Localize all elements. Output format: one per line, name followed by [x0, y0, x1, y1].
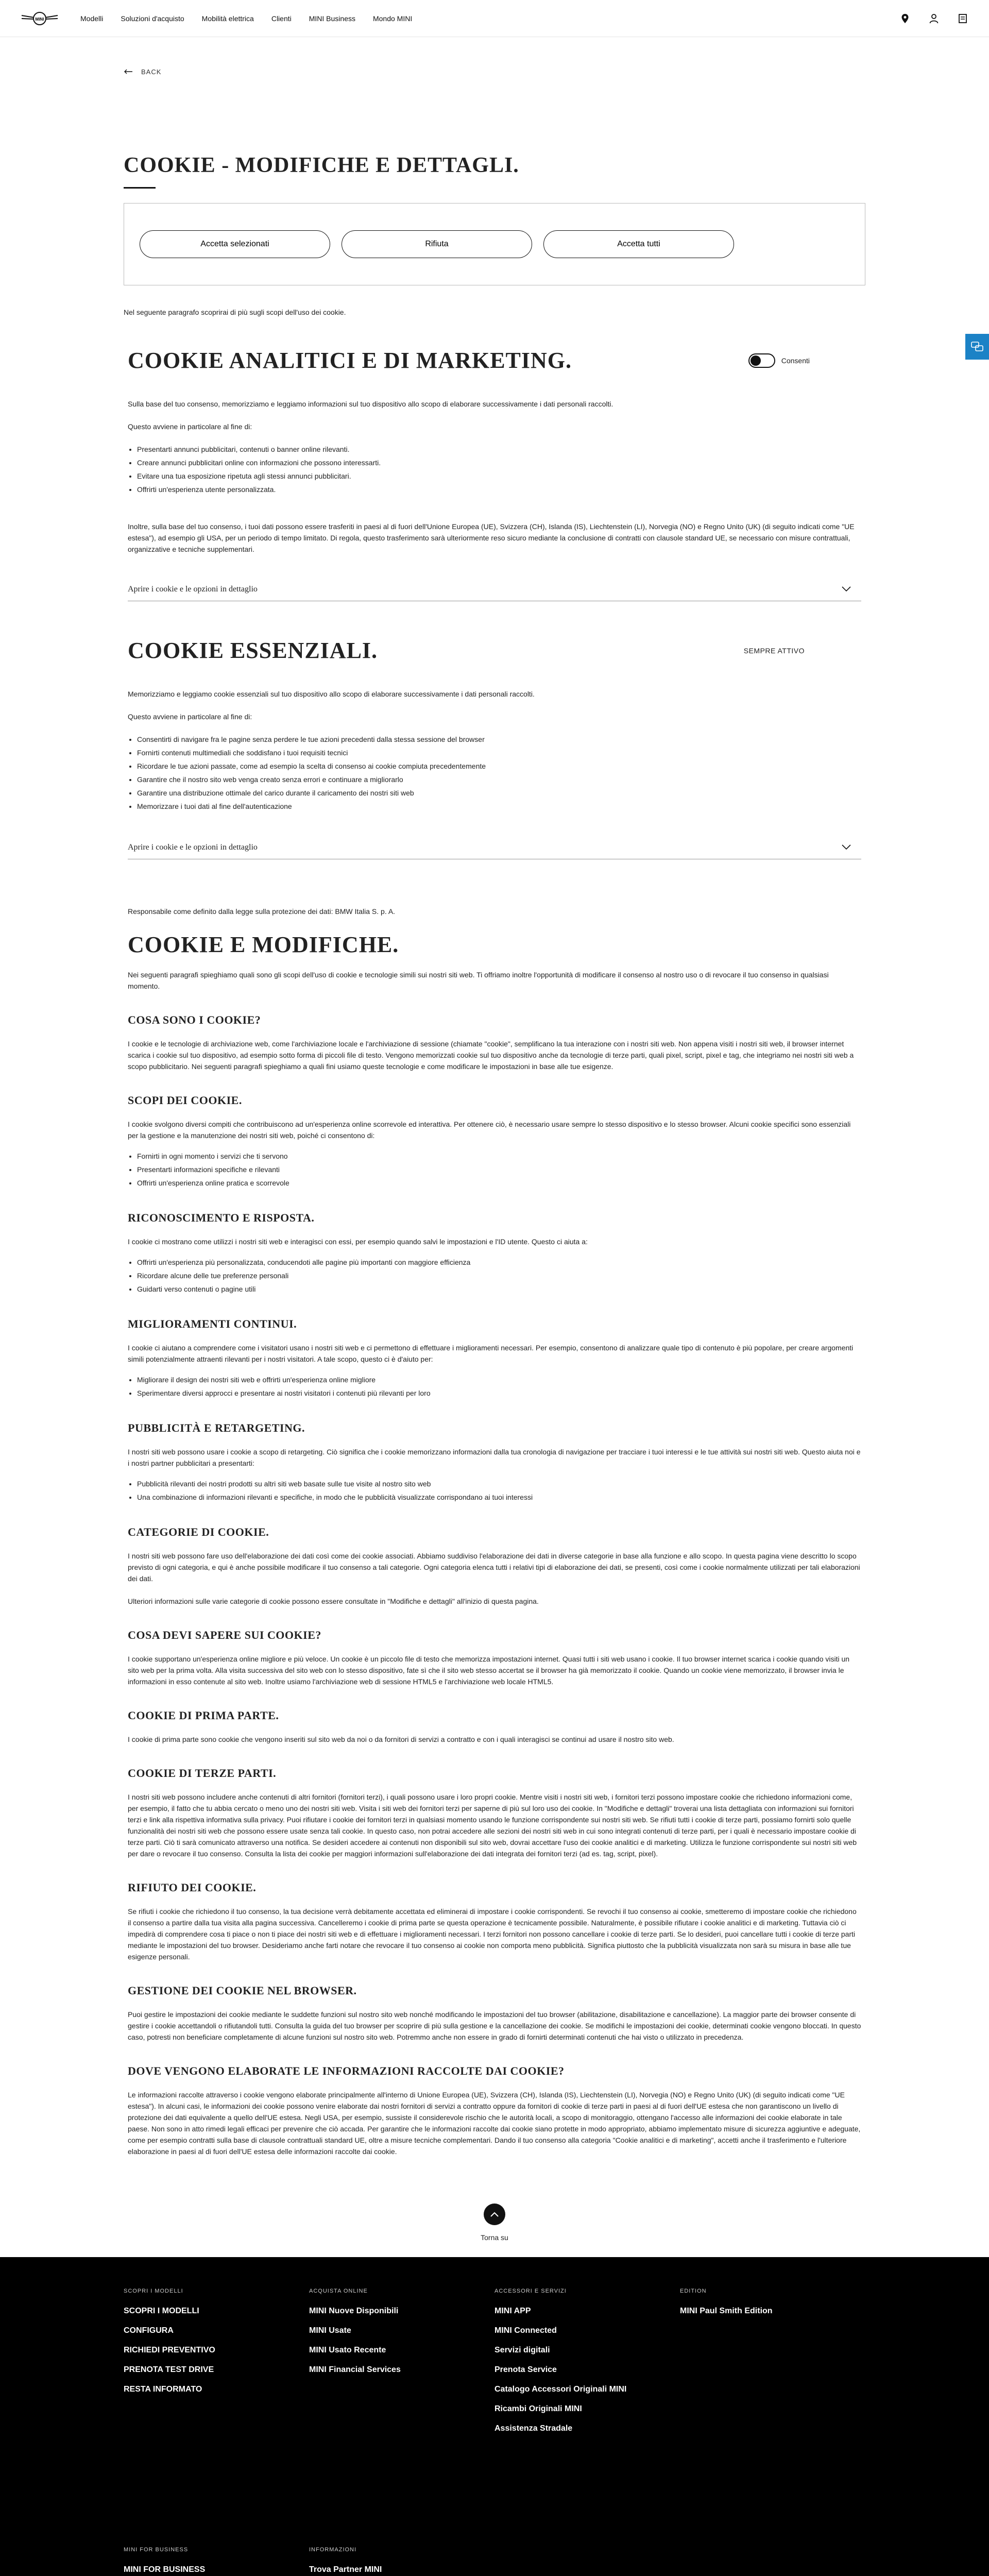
nav-link-soluzioni[interactable]: Soluzioni d'acquisto — [121, 14, 184, 23]
recognition-heading: RICONOSCIMENTO E RISPOSTA. — [128, 1211, 315, 1224]
arrow-left-icon — [124, 68, 133, 76]
responsible-text: Responsabile come definito dalla legge sulla protezione dei dati: BMW Italia S. p. A. — [128, 907, 396, 916]
browser-management-heading: GESTIONE DEI COOKIE NEL BROWSER. — [128, 1984, 357, 1997]
chevron-down-icon — [842, 585, 851, 594]
cookie-purposes-text: I cookie svolgono diversi compiti che contribuiscono ad un'esperienza online scorrevole ed interattiva. Per ottenere ciò, è necessario usare sempre lo stesso dispositivo e lo stesso browser. Alcuni cookie specifici sono essenziali per la gestione e la manutenzione dei nostri siti web, poiché ci consentono di: — [128, 1120, 851, 1140]
cookie-purposes-heading: SCOPI DEI COOKIE. — [128, 1094, 242, 1107]
list-item: • Ricordare le tue azioni passate, come ad esempio la scelta di consenso ai cookie compiuta precedentemente — [137, 759, 861, 773]
footer-heading: ACCESSORI E SERVIZI — [494, 2288, 567, 2294]
footer-link[interactable]: MINI Paul Smith Edition — [680, 2307, 773, 2315]
footer-columns-secondary — [124, 2547, 865, 2576]
footer-link[interactable]: MINI Nuove Disponibili — [309, 2307, 399, 2315]
improvements-heading: MIGLIORAMENTI CONTINUI. — [128, 1317, 297, 1330]
footer-column-info — [309, 2547, 494, 2576]
always-active-label: SEMPRE ATTIVO — [743, 646, 805, 655]
browser-management-text: Puoi gestire le impostazioni dei cookie mediante le suddette funzioni sul nostro sito web nonché modificando le impostazioni del tuo browser (abilitazione, disabilitazione e cancellazione). La maggior parte dei browser consente di gestire i cookie accettandoli o rifiutandoli tutti. Consulta la guida del tuo browser per scoprire di più sulla gestione e la cancellazione dei cookie. Se modifichi le impostazioni dei cookie, determinati cookie vengono bloccati. In questo caso, potresti non beneficiare completamente di alcune funzioni sul nostro sito web. Potremmo anche non essere in grado di fornirti determinati contenuti che hai visto o utilizzato in precedenza. — [128, 2010, 861, 2041]
list-item: • Migliorare il design dei nostri siti web e offrirti un'esperienza online migliore — [137, 1373, 861, 1386]
footer-column-business — [124, 2547, 309, 2576]
nav-link-modelli[interactable]: Modelli — [80, 14, 104, 23]
footer-heading: ACQUISTA ONLINE — [309, 2288, 368, 2294]
essential-title: COOKIE ESSENZIALI. — [128, 638, 378, 663]
essential-bullets — [128, 733, 861, 813]
first-party-text: I cookie di prima parte sono cookie che vengono inseriti sul sito web da noi o da fornitori di servizi a contratto e con i quali interagisci se continui ad usare il nostro sito web. — [128, 1735, 674, 1743]
footer-link[interactable]: Catalogo Accessori Originali MINI — [494, 2385, 627, 2394]
footer-link[interactable]: SCOPRI I MODELLI — [124, 2307, 199, 2315]
footer-column-buy-online — [309, 2288, 494, 2438]
list-item: • Presentarti annunci pubblicitari, contenuti o banner online rilevanti. — [137, 443, 861, 456]
accept-selected-button[interactable]: Accetta selezionati — [140, 230, 330, 258]
reject-button[interactable]: Rifiuta — [342, 230, 532, 258]
footer-link[interactable]: MINI Usate — [309, 2326, 351, 2335]
improvements-list — [128, 1373, 861, 1400]
refusal-heading: RIFIUTO DEI COOKIE. — [128, 1881, 257, 1894]
what-are-cookies-heading: COSA SONO I COOKIE? — [128, 1013, 261, 1026]
nav-link-mobilita[interactable]: Mobilità elettrica — [201, 14, 254, 23]
processing-location-text: Le informazioni raccolte attraverso i cookie vengono elaborate principalmente all'interno di Unione Europea (UE), Svizzera (CH), Islanda (IS), Liechtenstein (LI), Norvegia (NO) e Regno Unito (UK) (di seguito indicati come "UE estesa"). In alcuni casi, le informazioni dei cookie possono venire elaborate dai nostri fornitori di servizi a contratto oppure da fornitori di cookie di terze parti in paesi al di fuori dell'UE estesa che non garantiscono un livello di protezione dei dati equivalente a quello dell'UE estesa. Negli USA, per esempio, sussiste il considerevole rischio che le autorità locali, a scopo di monitoraggio, ottengano l'accesso alle informazioni dei cookie elaborate in tale paese. Non sono in atto rimedi legali efficaci per prevenire che ciò accada. Per garantire che le informazioni raccolte dai cookie siano protette in modo appropriato, abbiamo implementato misure di sicurezza aggiuntive e adeguate, come per esempio contratti sulla base di clausole contrattuali standard UE, oltre a misure tecniche complementari. Dando il tuo consenso alla categoria "Cookie analitici e di marketing", accetti anche il trasferimento e l'ulteriore elaborazione in paesi al di fuori dell'UE estesa delle informazioni raccolte dai cookie. — [128, 2091, 861, 2156]
list-item: • Offrirti un'esperienza utente personalizzata. — [137, 483, 861, 496]
third-party-heading: COOKIE DI TERZE PARTI. — [128, 1767, 277, 1780]
need-to-know-heading: COSA DEVI SAPERE SUI COOKIE? — [128, 1629, 321, 1641]
top-navigation — [0, 0, 989, 37]
list-item: • Sperimentare diversi approcci e presentare ai nostri visitatori i contenuti più rilevanti per loro — [137, 1386, 861, 1400]
cookie-details-section — [128, 906, 861, 2157]
footer-link[interactable]: MINI FOR BUSINESS — [124, 2565, 206, 2574]
svg-text:MINI: MINI — [35, 16, 44, 22]
intro-text: Nel seguente paragrafo scoprirai di più sugli scopi dell'uso dei cookie. — [124, 308, 346, 316]
back-link[interactable] — [124, 68, 865, 76]
footer-heading: EDITION — [680, 2288, 707, 2294]
need-to-know-text: I cookie supportano un'esperienza online migliore e più veloce. Un cookie è un piccolo file di testo che memorizza impostazioni internet. Quasi tutti i siti web usano i cookie. Il tuo browser internet scarica i cookie quando visiti un sito web per la prima volta. Alla visita successiva del sito web con lo stesso dispositivo, fate sì che il sito web stesso accertat se il browser ha già memorizzato il cookie. Quando un cookie viene memorizzato, il browser invia le informazioni in esso contenute al sito web. Inoltre usiamo l'archiviazione web di sessione HTML5 e l'archiviazione web locale HTML5. — [128, 1655, 850, 1686]
list-item: • Guidarti verso contenuti o pagine utili — [137, 1282, 861, 1296]
list-item: • Offrirti un'esperienza più personalizzata, conducendoti alle pagine più importanti con maggiore efficienza — [137, 1256, 861, 1269]
categories-text: I nostri siti web possono fare uso dell'elaborazione dei dati così come dei cookie associati. Abbiamo suddiviso l'elaborazione dei dati in diverse categorie in base alla funzione e allo scopo. In questa pagina viene descritto lo scopo previsto di ogni categoria, e qui è anche possibile modificare il tuo consenso a tali categorie. Ogni categoria elenca tutti i relativi tipi di elaborazione dei dati, se presenti, così come i cookie normalmente utilizzati per tali elaborazioni dei dati. — [128, 1552, 860, 1583]
list-item: • Evitare una tua esposizione ripetuta agli stessi annunci pubblicitari. — [137, 469, 861, 483]
footer-link[interactable]: MINI Financial Services — [309, 2365, 401, 2374]
toggle-switch[interactable] — [748, 353, 775, 368]
consent-actions — [124, 203, 865, 285]
menu-grid-icon[interactable] — [957, 13, 968, 24]
chat-icon[interactable] — [965, 334, 989, 360]
main-content — [124, 68, 865, 2242]
categories-heading: CATEGORIE DI COOKIE. — [128, 1526, 269, 1538]
cookie-purposes-list — [128, 1149, 861, 1190]
nav-icons — [899, 13, 968, 24]
third-party-text: I nostri siti web possono includere anche contenuti di altri fornitori (fornitori terzi), i quali possono usare i loro propri cookie. Mentre visiti i nostri siti web, i fornitori terzi possono impostare cookie che richiedono informazioni come, per esempio, il fatto che tu abbia cercato o meno uno dei nostri siti web. Visita i siti web dei fornitori terzi per saperne di più sul loro uso dei cookie. In "Modifiche e dettagli" troverai una lista dettagliata con informazioni sui fornitori terzi e link alla rispettiva informativa sulla privacy. Puoi rifiutare i cookie dei fornitori terzi in qualsiasi momento usando le funzione corrispondente sui nostri siti web. Se rifiuti tutti i cookie di terze parti, possiamo fornirti solo quelle funzionalità dei nostri siti web che possono essere usate senza tali cookie. In questo caso, non potrai accedere alle sezioni dei nostri siti web in cui sono integrati contenuti di terze parti, per i quali è necessario impostare cookie di terze parti. Ciò ti sarà comunicato attraverso una notifica. Se desideri accedere ai contenuti non disponibili sul sito web, dovrai accettare l'uso dei cookie analitici e di marketing. Utilizza le funzione corrispondente sui nostri siti web per dare o revocare il tuo consenso. Consulta la lista dei cookie per maggiori informazioni sull'elaborazione dei dati integrata dei fornitori terzi (ad es. tag, script, pixel). — [128, 1793, 857, 1858]
essential-text-2: Questo avviene in particolare al fine di: — [128, 713, 252, 721]
list-item: • Una combinazione di informazioni rilevanti e specifiche, in modo che le pubblicità visualizzate corrispondano ai tuoi interessi — [137, 1490, 861, 1504]
retargeting-text: I nostri siti web possono usare i cookie a scopo di retargeting. Ciò significa che i cookie memorizzano informazioni dalla tua cronologia di navigazione per tracciare i tuoi interessi e le tue attività sui nostri siti web. Questo aiuta noi e i nostri partner pubblicitari a presentarti: — [128, 1448, 861, 1467]
footer-link[interactable]: MINI Usato Recente — [309, 2346, 386, 2354]
mini-logo[interactable] — [21, 10, 59, 27]
what-are-cookies-text: I cookie e le tecnologie di archiviazione web, come l'archiviazione locale e l'archiviazione di sessione (chiamate "cookie", semplificano la tua interazione con i nostri siti web. Non appena visiti i nostri siti web, il browser internet scarica i cookie sul tuo dispositivo, ad esempio sotto forma di piccoli file di testo. Vengono memorizzati cookie sul tuo dispositivo anche da tecnologie di terze parti, quali pixel, script, pixel e tag, che integriamo nei nostri siti web a scopo pubblicitario. Nei seguenti paragrafi spieghiamo a quali fini usiamo queste tecnologie e come modificare le impostazioni in base alle tue esigenze. — [128, 1040, 854, 1071]
retargeting-list — [128, 1477, 861, 1504]
location-pin-icon[interactable] — [899, 13, 911, 24]
toggle-label: Consenti — [781, 356, 810, 365]
details-intro: Nei seguenti paragrafi spieghiamo quali sono gli scopi dell'uso di cookie e tecnologie simili sui nostri siti web. Ti offriamo inoltre l'opportunità di modificare il consenso al nostro uso o di revocare il tuo consenso in qualsiasi momento. — [128, 971, 829, 990]
footer-link[interactable]: RICHIEDI PREVENTIVO — [124, 2346, 215, 2354]
list-item: • Ricordare alcune delle tue preferenze personali — [137, 1269, 861, 1282]
footer-link[interactable]: RESTA INFORMATO — [124, 2385, 202, 2394]
nav-link-business[interactable]: MINI Business — [309, 14, 355, 23]
title-underline — [124, 187, 156, 189]
analytics-title: COOKIE ANALITICI E DI MARKETING. — [128, 348, 572, 373]
processing-location-heading: DOVE VENGONO ELABORATE LE INFORMAZIONI RACCOLTE DAI COOKIE? — [128, 2064, 565, 2077]
first-party-heading: COOKIE DI PRIMA PARTE. — [128, 1709, 279, 1722]
footer-link[interactable]: Assistenza Stradale — [494, 2424, 573, 2433]
footer-link[interactable]: Prenota Service — [494, 2365, 557, 2374]
essential-cookies-section — [128, 637, 861, 859]
list-item: • Presentarti informazioni specifiche e rilevanti — [137, 1163, 861, 1176]
recognition-list — [128, 1256, 861, 1296]
list-item: • Offrirti un'esperienza online pratica e scorrevole — [137, 1176, 861, 1190]
list-item: • Pubblicità rilevanti dei nostri prodotti su altri siti web basate sulle tue visite al nostro sito web — [137, 1477, 861, 1490]
footer-link[interactable]: Servizi digitali — [494, 2346, 550, 2354]
chevron-down-icon — [842, 843, 851, 852]
footer-column-edition — [680, 2288, 865, 2438]
arrow-up-icon[interactable] — [484, 2204, 505, 2225]
user-icon[interactable] — [928, 13, 940, 24]
footer-link[interactable]: Ricambi Originali MINI — [494, 2404, 582, 2413]
back-to-top[interactable] — [124, 2204, 865, 2242]
accordion-label: Aprire i cookie e le opzioni in dettaglio — [128, 584, 258, 594]
list-item: • Garantire che il nostro sito web venga creato senza errori e continuare a migliorarlo — [137, 773, 861, 786]
essential-text-1: Memorizziamo e leggiamo cookie essenziali sul tuo dispositivo allo scopo di elaborare successivamente i dati personali raccolti. — [128, 690, 535, 698]
footer-heading: INFORMAZIONI — [309, 2547, 357, 2553]
nav-link-mondo[interactable]: Mondo MINI — [372, 14, 413, 23]
analytics-details-accordion[interactable] — [128, 578, 861, 601]
footer-columns — [124, 2288, 865, 2438]
accept-all-button[interactable]: Accetta tutti — [543, 230, 734, 258]
nav-link-clienti[interactable]: Clienti — [271, 14, 292, 23]
refusal-text: Se rifiuti i cookie che richiedono il tuo consenso, la tua decisione verrà debitamente accettata ed eliminerai di impostare i cookie corrispondenti. Se revochi il tuo consenso ai cookie, smetteremo di impostare cookie che richiedono il consenso a partire dalla tua visita alla pagina successiva. Cancelleremo i cookie di prima parte se questa operazione è tecnicamente possibile. Naturalmente, è possibile rifiutare i cookie analitici e di marketing. Tuttavia ciò ci impedirà di comprendere cosa ti piace o non ti piace dei nostri siti web e di effettuare i miglioramenti necessari. I terzi fornitori non possono cancellare i cookie di terze parti. Se lo desideri, puoi cancellare tutti i cookie di terze parti mediante le impostazioni del tuo browser. Desideriamo anche farti notare che revocare il tuo consenso ai cookie non comporta meno pubblicità. Significa piuttosto che la pubblicità visualizzata non sarà su misura in base alle tue esigenze personali. — [128, 1907, 857, 1961]
recognition-text: I cookie ci mostrano come utilizzi i nostri siti web e interagisci con essi, per esempio quando salvi le impostazioni e l'ID utente. Questo ci aiuta a: — [128, 1238, 588, 1246]
analytics-cookies-section — [128, 347, 861, 601]
footer-heading: SCOPRI I MODELLI — [124, 2288, 183, 2294]
list-item: • Memorizzare i tuoi dati al fine dell'autenticazione — [137, 800, 861, 813]
footer-link[interactable]: CONFIGURA — [124, 2326, 174, 2335]
improvements-text: I cookie ci aiutano a comprendere come i visitatori usano i nostri siti web e ci permettono di effettuare i miglioramenti necessari. Per esempio, consentono di analizzare quale tipo di contenuto è più popolare, per creare argomenti simili potenzialmente attraenti rilevanti per i nostri visitatori. A tale scopo, questo ci è d'aiuto per: — [128, 1344, 854, 1363]
footer-link[interactable]: PRENOTA TEST DRIVE — [124, 2365, 214, 2374]
footer-heading: MINI FOR BUSINESS — [124, 2547, 189, 2553]
footer-link[interactable]: Trova Partner MINI — [309, 2565, 382, 2574]
analytics-text-2: Questo avviene in particolare al fine di: — [128, 422, 252, 431]
site-footer — [0, 2257, 989, 2576]
main-menu — [80, 14, 412, 23]
details-title: COOKIE E MODIFICHE. — [128, 932, 399, 957]
list-item: • Consentirti di navigare fra le pagine senza perdere le tue azioni precedenti dalla stessa sessione del browser — [137, 733, 861, 746]
retargeting-heading: PUBBLICITÀ E RETARGETING. — [128, 1421, 305, 1434]
list-item: • Creare annunci pubblicitari online con informazioni che possono interessarti. — [137, 456, 861, 469]
page-title: COOKIE - MODIFICHE E DETTAGLI. — [124, 154, 519, 177]
analytics-text-3: Inoltre, sulla base del tuo consenso, i tuoi dati possono essere trasferiti in paesi al di fuori dell'Unione Europea (UE), Svizzera (CH), Islanda (IS), Liechtenstein (LI), Norvegia (NO) e Regno Unito (UK) (di seguito indicati come "UE estesa"), ad esempio gli USA, per un periodo di tempo limitato. Di regola, questo trasferimento sarà ulteriormente reso sicuro mediante la conclusione di contratti con clausole standard UE, se necessario con misure contrattuali, organizzative e tecniche supplementari. — [128, 522, 855, 553]
categories-text-2: Ulteriori informazioni sulle varie categorie di cookie possono essere consultate in "Modifiche e dettagli" all'inizio di questa pagina. — [128, 1597, 539, 1605]
essential-details-accordion[interactable] — [128, 836, 861, 859]
footer-link[interactable]: MINI Connected — [494, 2326, 557, 2335]
list-item: • Fornirti contenuti multimediali che soddisfano i tuoi requisiti tecnici — [137, 746, 861, 759]
footer-link[interactable]: MINI APP — [494, 2307, 531, 2315]
list-item: • Fornirti in ogni momento i servizi che ti servono — [137, 1149, 861, 1163]
analytics-text-1: Sulla base del tuo consenso, memorizziamo e leggiamo informazioni sul tuo dispositivo allo scopo di elaborare successivamente i dati personali raccolti. — [128, 400, 613, 408]
footer-column-accessories — [494, 2288, 680, 2438]
footer-column-models — [124, 2288, 309, 2438]
back-label: BACK — [141, 68, 162, 76]
analytics-bullets — [128, 443, 861, 496]
list-item: • Garantire una distribuzione ottimale del carico durante il caricamento dei nostri siti web — [137, 786, 861, 800]
accordion-label: Aprire i cookie e le opzioni in dettaglio — [128, 842, 258, 852]
analytics-consent-toggle[interactable] — [748, 353, 810, 368]
back-to-top-label: Torna su — [481, 2233, 508, 2242]
